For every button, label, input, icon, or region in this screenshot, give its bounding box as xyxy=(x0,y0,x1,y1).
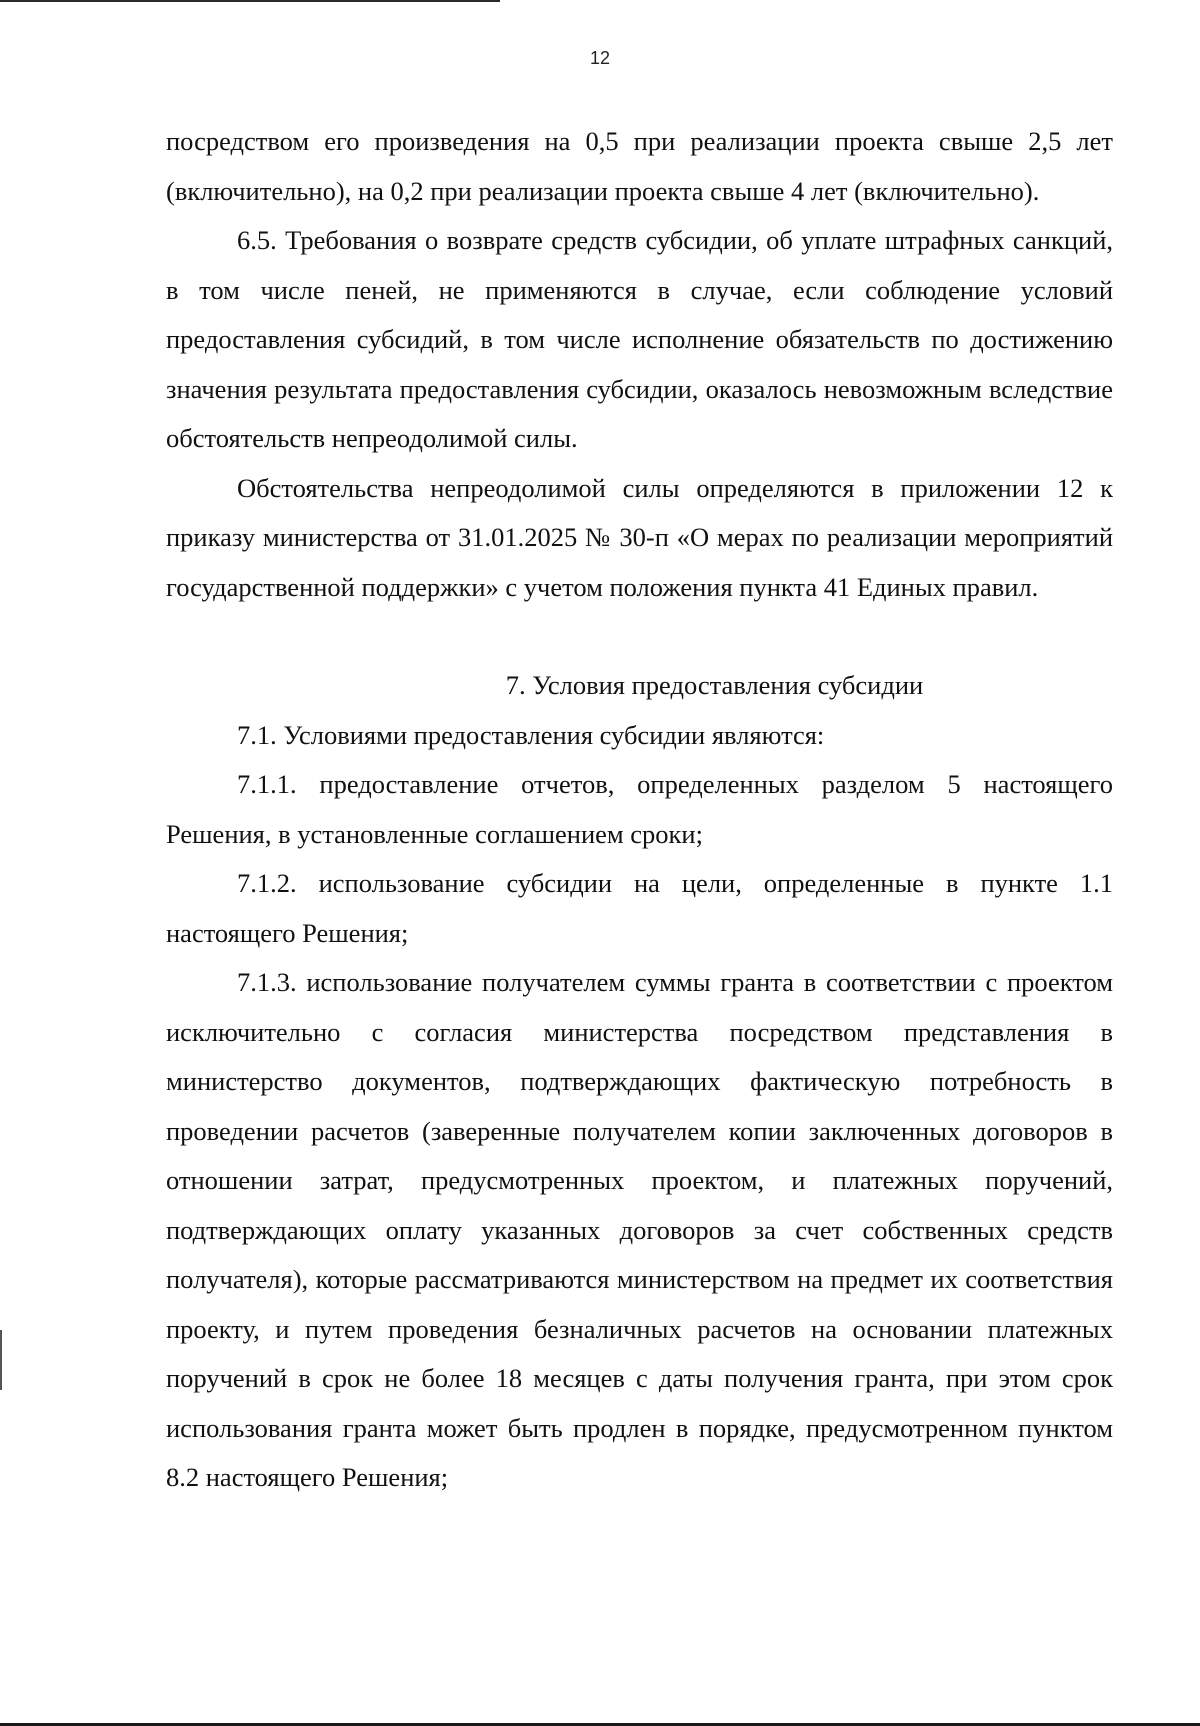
paragraph-force-majeure: Обстоятельства непреодолимой силы определяются в приложении 12 к приказу министерства от 31.01.2025 № 30-п «О мерах по реализации мероприятий государственной поддержки» с учетом положения пункта 41 Единых правил. xyxy=(166,472,1113,602)
scan-border-top xyxy=(0,0,500,2)
paragraph-7-1-2: 7.1.2. использование субсидии на цели, определенные в пункте 1.1 настоящего Решения; xyxy=(166,868,1113,948)
document-body xyxy=(166,117,1113,1503)
paragraph-7-1-1: 7.1.1. предоставление отчетов, определенных разделом 5 настоящего Решения, в установленные соглашением сроки; xyxy=(166,769,1113,849)
section-heading: 7. Условия предоставления субсидии xyxy=(505,670,924,700)
paragraph-continuation: посредством его произведения на 0,5 при реализации проекта свыше 2,5 лет (включительно), на 0,2 при реализации проекта свыше 4 лет (включительно). xyxy=(166,126,1113,206)
paragraph-7-1-3: 7.1.3. использование получателем суммы гранта в соответствии с проектом исключительно с согласия министерства посредством представления в министерство документов, подтверждающих фактическую потребность в проведении расчетов (заверенные получателем копии заключенных договоров в отношении затрат, предусмотренных проектом, и платежных поручений, подтверждающих оплату указанных договоров за счет собственных средств получателя), которые рассматриваются министерством на предмет их соответствия проекту, и путем проведения безналичных расчетов на основании платежных поручений в срок не более 18 месяцев с даты получения гранта, при этом срок использования гранта может быть продлен в порядке, предусмотренном пунктом 8.2 настоящего Решения; xyxy=(166,967,1113,1492)
page-number: 12 xyxy=(589,48,611,68)
scan-border-left xyxy=(0,1330,2,1390)
paragraph-7-1: 7.1. Условиями предоставления субсидии являются: xyxy=(237,719,825,750)
paragraph-6-5: 6.5. Требования о возврате средств субсидии, об уплате штрафных санкций, в том числе пеней, не применяются в случае, если соблюдение условий предоставления субсидий, в том числе исполнение обязательств по достижению значения результата предоставления субсидии, оказалось невозможным вследствие обстоятельств непреодолимой силы. xyxy=(166,225,1113,453)
